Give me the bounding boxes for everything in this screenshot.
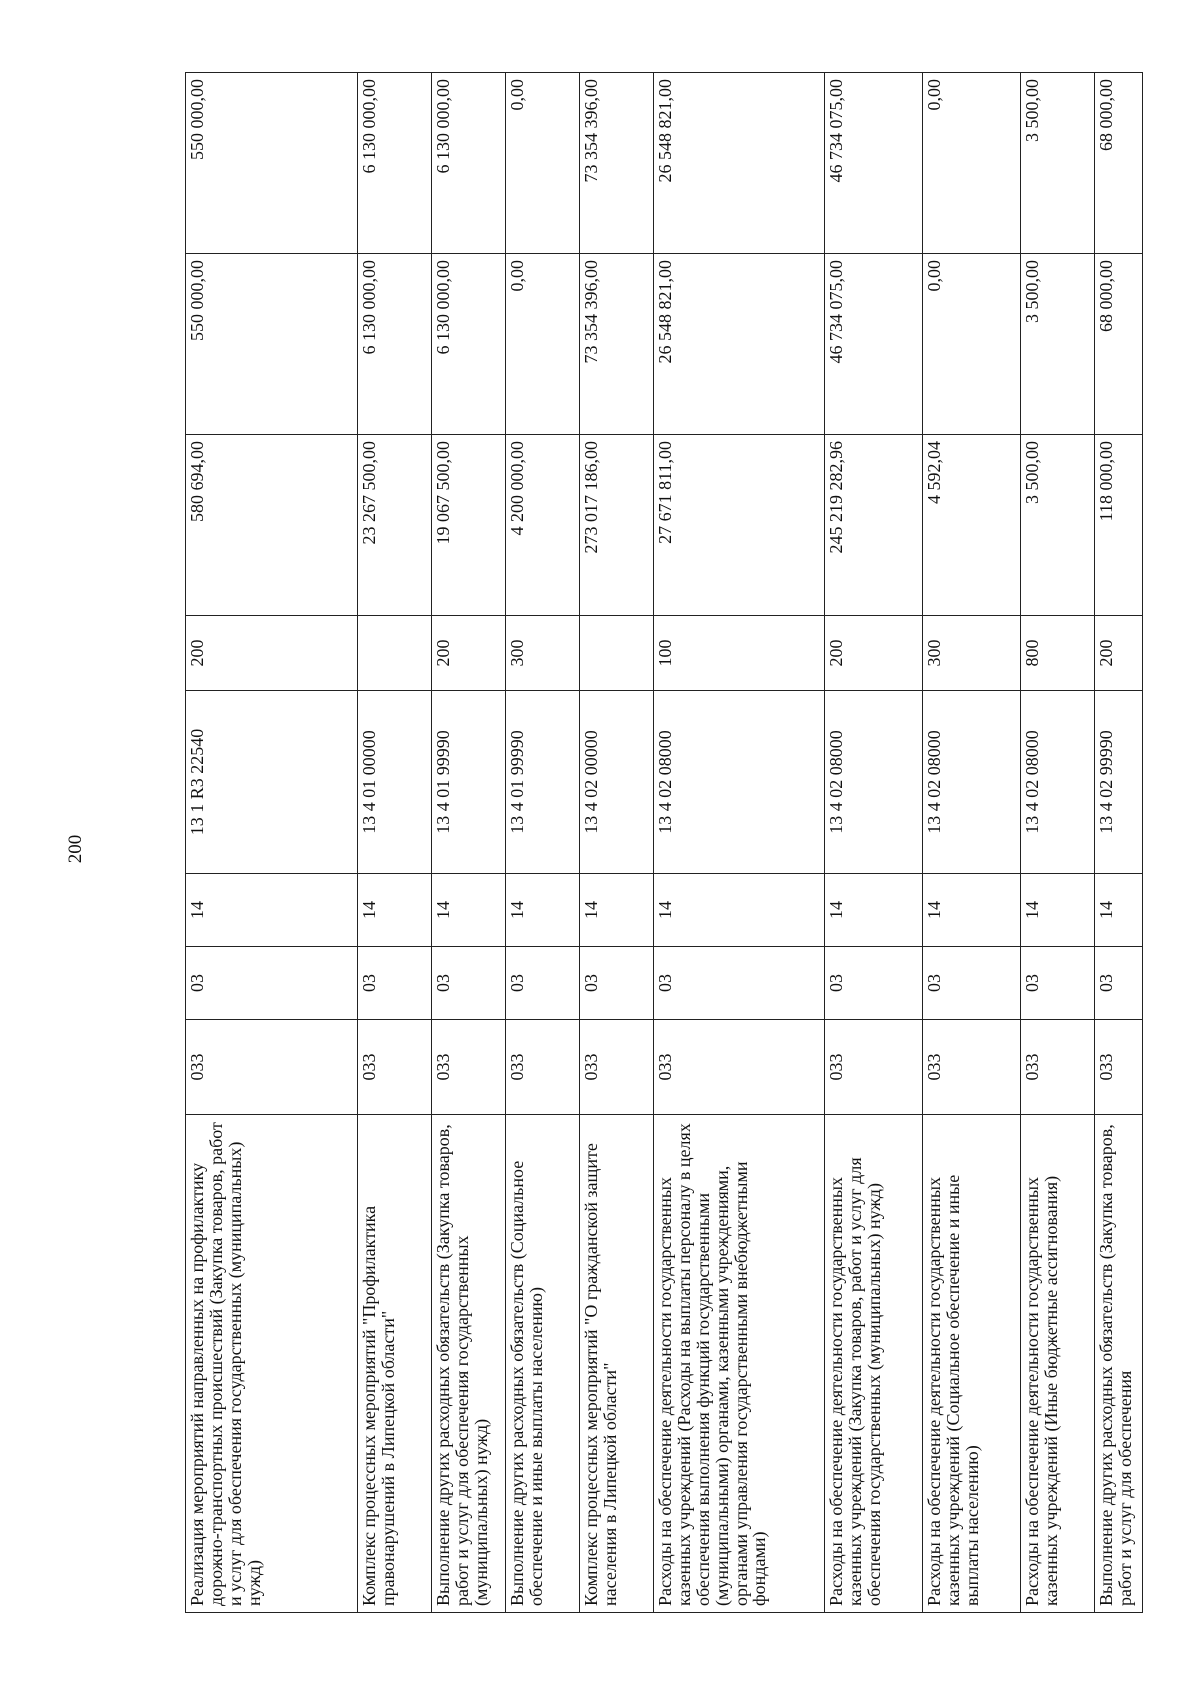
cell-section: 03 [825,947,923,1020]
table-row [1021,73,1095,1613]
cell-amount-2: 6 130 000,00 [432,254,506,435]
cell-ministry: 033 [1095,1020,1143,1115]
cell-amount-2: 3 500,00 [1021,254,1095,435]
cell-target: 13 4 01 00000 [358,691,432,874]
cell-target: 13 4 02 00000 [580,691,654,874]
cell-amount-1: 580 694,00 [186,435,358,616]
cell-ministry: 033 [580,1020,654,1115]
cell-name: Расходы на обеспечение деятельности государственных казенных учреждений (Закупка товаров, работ и услуг для обеспечения государственных (муниципальных) нужд) [825,1115,923,1613]
cell-name: Комплекс процессных мероприятий "Профилактика правонарушений в Липецкой области" [358,1115,432,1613]
cell-amount-2: 6 130 000,00 [358,254,432,435]
cell-ministry: 033 [1021,1020,1095,1115]
cell-subsection: 14 [580,874,654,947]
cell-target: 13 4 02 99990 [1095,691,1143,874]
cell-amount-2: 0,00 [506,254,580,435]
cell-ministry: 033 [825,1020,923,1115]
cell-subsection: 14 [432,874,506,947]
cell-amount-2: 26 548 821,00 [654,254,825,435]
cell-section: 03 [186,947,358,1020]
page-number: 200 [65,834,86,864]
cell-expense-type: 200 [825,616,923,691]
cell-section: 03 [432,947,506,1020]
cell-ministry: 033 [186,1020,358,1115]
cell-amount-1: 4 592,04 [923,435,1021,616]
cell-amount-3: 0,00 [506,73,580,254]
cell-amount-3: 73 354 396,00 [580,73,654,254]
cell-expense-type: 300 [506,616,580,691]
cell-subsection: 14 [1021,874,1095,947]
cell-name: Реализация мероприятий направленных на профилактику дорожно-транспортных происшествий (Закупка товаров, работ и услуг для обеспечения государственных (муниципальных) нужд) [186,1115,358,1613]
cell-name: Расходы на обеспечение деятельности государственных казенных учреждений (Расходы на выплаты персоналу в целях обеспечения выполнения функций государственными (муниципальными) органами, казенными учреждениями, органами управления государственными внебюджетными фондами) [654,1115,825,1613]
budget-table [185,72,1143,1613]
cell-ministry: 033 [358,1020,432,1115]
cell-amount-3: 0,00 [923,73,1021,254]
cell-expense-type: 200 [186,616,358,691]
cell-target: 13 4 01 99990 [432,691,506,874]
cell-amount-2: 73 354 396,00 [580,254,654,435]
cell-amount-3: 6 130 000,00 [358,73,432,254]
table-row [358,73,432,1613]
cell-subsection: 14 [654,874,825,947]
cell-expense-type: 100 [654,616,825,691]
table-row [432,73,506,1613]
table-row [506,73,580,1613]
cell-section: 03 [1021,947,1095,1020]
cell-target: 13 4 02 08000 [1021,691,1095,874]
cell-amount-2: 0,00 [923,254,1021,435]
cell-amount-1: 245 219 282,96 [825,435,923,616]
cell-name: Выполнение других расходных обязательств (Социальное обеспечение и иные выплаты населению) [506,1115,580,1613]
table-row [825,73,923,1613]
cell-name: Выполнение других расходных обязательств (Закупка товаров, работ и услуг для обеспечения государственных (муниципальных) нужд) [432,1115,506,1613]
cell-section: 03 [580,947,654,1020]
cell-amount-1: 19 067 500,00 [432,435,506,616]
cell-subsection: 14 [923,874,1021,947]
cell-section: 03 [654,947,825,1020]
cell-expense-type [580,616,654,691]
table-row [186,73,358,1613]
cell-subsection: 14 [825,874,923,947]
cell-subsection: 14 [506,874,580,947]
cell-amount-2: 68 000,00 [1095,254,1143,435]
cell-amount-1: 3 500,00 [1021,435,1095,616]
cell-section: 03 [923,947,1021,1020]
cell-section: 03 [358,947,432,1020]
cell-ministry: 033 [654,1020,825,1115]
cell-amount-3: 68 000,00 [1095,73,1143,254]
cell-ministry: 033 [506,1020,580,1115]
table-row [580,73,654,1613]
cell-amount-1: 23 267 500,00 [358,435,432,616]
cell-name: Расходы на обеспечение деятельности государственных казенных учреждений (Социальное обеспечение и иные выплаты населению) [923,1115,1021,1613]
cell-name: Расходы на обеспечение деятельности государственных казенных учреждений (Иные бюджетные ассигнования) [1021,1115,1095,1613]
cell-amount-2: 46 734 075,00 [825,254,923,435]
cell-ministry: 033 [923,1020,1021,1115]
cell-expense-type [358,616,432,691]
cell-target: 13 4 02 08000 [923,691,1021,874]
cell-amount-1: 118 000,00 [1095,435,1143,616]
cell-subsection: 14 [186,874,358,947]
cell-target: 13 1 R3 22540 [186,691,358,874]
rotated-budget-sheet [185,73,1145,1613]
table-row [654,73,825,1613]
cell-amount-1: 4 200 000,00 [506,435,580,616]
cell-expense-type: 300 [923,616,1021,691]
cell-target: 13 4 02 08000 [825,691,923,874]
cell-amount-3: 46 734 075,00 [825,73,923,254]
cell-amount-3: 3 500,00 [1021,73,1095,254]
cell-expense-type: 200 [1095,616,1143,691]
cell-amount-3: 26 548 821,00 [654,73,825,254]
cell-amount-1: 27 671 811,00 [654,435,825,616]
cell-expense-type: 800 [1021,616,1095,691]
cell-subsection: 14 [1095,874,1143,947]
cell-name: Выполнение других расходных обязательств (Закупка товаров, работ и услуг для обеспечения [1095,1115,1143,1613]
cell-section: 03 [1095,947,1143,1020]
table-row [923,73,1021,1613]
cell-amount-2: 550 000,00 [186,254,358,435]
cell-subsection: 14 [358,874,432,947]
cell-expense-type: 200 [432,616,506,691]
cell-name: Комплекс процессных мероприятий "О гражданской защите населения в Липецкой области" [580,1115,654,1613]
cell-ministry: 033 [432,1020,506,1115]
cell-amount-3: 550 000,00 [186,73,358,254]
cell-target: 13 4 02 08000 [654,691,825,874]
cell-section: 03 [506,947,580,1020]
cell-amount-3: 6 130 000,00 [432,73,506,254]
cell-target: 13 4 01 99990 [506,691,580,874]
cell-amount-1: 273 017 186,00 [580,435,654,616]
table-row [1095,73,1143,1613]
